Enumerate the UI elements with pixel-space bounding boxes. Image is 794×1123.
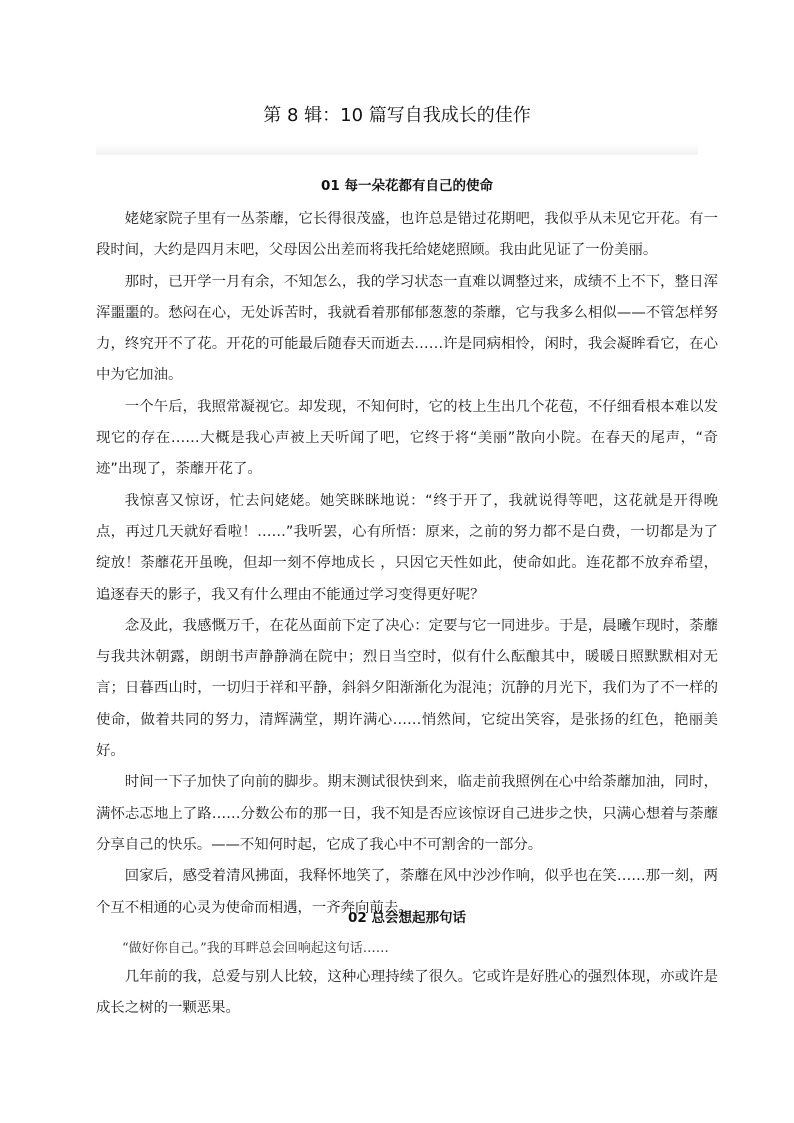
title-divider-band (96, 143, 698, 155)
paragraph: 几年前的我，总爱与别人比较，这种心理持续了很久。它或许是好胜心的强烈体现，亦或许是成长之树的一颗恶果。 (96, 969, 718, 1017)
paragraph: 那时，已开学一月有余，不知怎么，我的学习状态一直难以调整过来，成绩不上不下，整日浑浑噩噩的。愁闷在心，无处诉苦时，我就看着那郁郁葱葱的荼蘼，它与我多么相似——不管怎样努力，终究开不了花。开花的可能最后随春天而逝去……许是同病相怜，闲时，我会凝眸看它，在心中为它加油。 (96, 273, 718, 384)
paragraph: 我惊喜又惊讶，忙去问姥姥。她笑眯眯地说：“终于开了，我就说得等吧，这花就是开得晚点，再过几天就好看啦！……”我听罢，心有所悟：原来，之前的努力都不是白费，一切都是为了绽放！荼蘼花开虽晚，但却一刻不停地成长 ，只因它天性如此，使命如此。连花都不放弃希望，追逐春天的影子，我又有什么理由不能通过学习变得更好呢？ (96, 492, 718, 603)
paragraph: 一个午后，我照常凝视它。却发现，不知何时，它的枝上生出几个花苞，不仔细看根本难以发现它的存在……大概是我心声被上天听闻了吧，它终于将“美丽”散向小院。在春天的尾声，“奇迹”出现了，荼蘼开花了。 (96, 398, 718, 478)
section-title: 02 总会想起那句话 (348, 910, 466, 926)
opening-quote: “做好你自己。”我的耳畔总会回响起这句话…… (122, 941, 389, 956)
essay-section-1 (96, 176, 718, 924)
paragraph: 回家后，感受着清风拂面，我释怀地笑了，荼蘼在风中沙沙作响，似乎也在笑……那一刻，两个互不相通的心灵为使命而相遇，一齐奔向前去。 (96, 868, 718, 916)
essay-section-2 (96, 908, 718, 1025)
document-title: 第 8 辑：10 篇写自我成长的佳作 (263, 105, 531, 126)
paragraph: 时间一下子加快了向前的脚步。期末测试很快到来，临走前我照例在心中给荼蘼加油，同时，满怀忐忑地上了路……分数公布的那一日，我不知是否应该惊讶自己进步之快，只满心想着与荼蘼分享自己的快乐。——不知何时起，它成了我心中不可割舍的一部分。 (96, 774, 718, 853)
paragraph: 姥姥家院子里有一丛荼蘼，它长得很茂盛，也许总是错过花期吧，我似乎从未见它开花。有一段时间，大约是四月末吧，父母因公出差而将我托给姥姥照顾。我由此见证了一份美丽。 (96, 211, 718, 259)
paragraph: 念及此，我感慨万千，在花丛面前下定了决心：定要与它一同进步。于是，晨曦乍现时，荼蘼与我共沐朝露，朗朗书声静静淌在院中；烈日当空时，似有什么酝酿其中，暖暖日照默默相对无言；日暮西山时，一切归于祥和平静，斜斜夕阳渐渐化为混沌；沉静的月光下，我们为了不一样的使命，做着共同的努力，清辉满堂，期许满心……悄然间，它绽出笑容，是张扬的红色，艳丽美好。 (96, 617, 718, 760)
section-title: 01 每一朵花都有自己的使命 (321, 178, 493, 194)
